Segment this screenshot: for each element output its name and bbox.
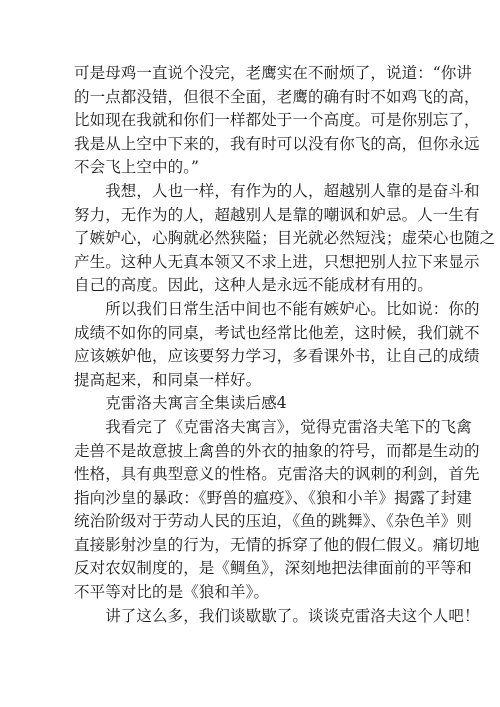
text-line: 我看完了《克雷洛夫寓言》，觉得克雷洛夫笔下的飞禽	[74, 417, 472, 436]
text-line: 可是母鸡一直说个没完，老鹰实在不耐烦了，说道：“你讲	[74, 64, 473, 82]
text-line: 了嫉妒心，心胸就必然狭隘；目光就必然短浅；虚荣心也随之	[74, 229, 496, 248]
text-line: 我想，人也一样，有作为的人，超越别人靠的是奋斗和	[74, 181, 480, 200]
text-line: 提高起来，和同桌一样好。	[74, 370, 262, 389]
text-line: 的一点都没错，但很不全面，老鹰的确有时不如鸡飞的高，	[74, 87, 480, 106]
document-body	[74, 62, 496, 628]
text-line: 产生。这种人无真本领又不求上进，只想把别人拉下来显示	[74, 252, 480, 271]
section-heading: 克雷洛夫寓言全集读后感4	[74, 394, 287, 413]
text-line: 我是从上空中下来的，我有时可以没有你飞的高，但你永远	[74, 134, 480, 153]
text-line: 所以我们日常生活中间也不能有嫉妒心。比如说：你的	[74, 299, 480, 318]
text-line: 直接影射沙皇的行为，无情的拆穿了他的假仁假义。痛切地	[74, 535, 480, 554]
text-line: 不平等对比的是《狼和羊》。	[74, 583, 270, 602]
text-line: 应该嫉妒他，应该要努力学习，多看课外书，让自己的成绩	[74, 347, 480, 366]
text-line: 努力，无作为的人，超越别人是靠的嘲讽和妒忌。人一生有	[74, 205, 480, 224]
text-line: 性格，具有典型意义的性格。克雷洛夫的讽刺的利剑，首先	[74, 465, 480, 484]
text-line: 讲了这么多，我们谈歇歇了。谈谈克雷洛夫这个人吧！	[74, 606, 480, 625]
text-line: 统治阶级对于劳动人民的压迫，《鱼的跳舞》、《杂色羊》则	[74, 512, 472, 531]
text-line: 自己的高度。因此，这种人是永远不能成材有用的。	[74, 276, 433, 295]
text-line: 指向沙皇的暴政：《野兽的瘟疫》、《狼和小羊》揭露了封建	[74, 488, 472, 507]
text-line: 成绩不如你的同桌，考试也经常比他差，这时候，我们就不	[74, 323, 480, 342]
text-line: 不会飞上空中的。”	[74, 158, 200, 177]
text-line: 反对农奴制度的，是《鲷鱼》，深刻地把法律面前的平等和	[74, 559, 472, 578]
text-line: 比如现在我就和你们一样都处于一个高度。可是你别忘了，	[74, 111, 480, 130]
text-line: 走兽不是故意披上禽兽的外衣的抽象的符号，而都是生动的	[74, 441, 480, 460]
